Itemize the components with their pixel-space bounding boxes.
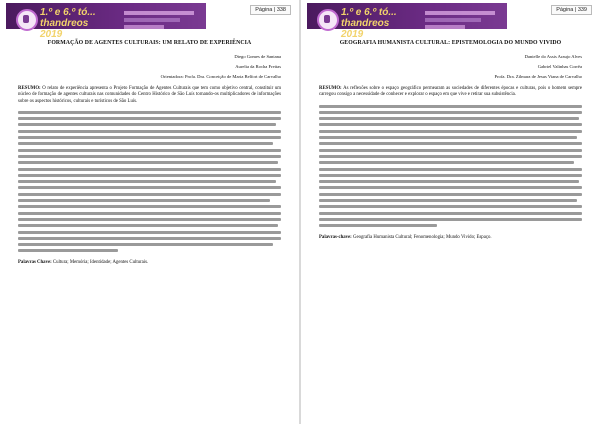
decorative-stripe (425, 25, 465, 29)
text-line (319, 136, 577, 139)
text-line (18, 186, 281, 189)
author-name: Danielle do Assis Araujo Alves (524, 54, 582, 59)
text-line (18, 123, 276, 126)
author-name: Aurelia da Rocha Freitas (235, 64, 281, 69)
keywords-text: Cultura; Memória; Identidade; Agentes Culturais. (52, 260, 149, 266)
abstract-text: O relato de experiência apresenta o Projeto Formação de Agentes Culturais que tem como objetivo central, constituir um núcleo de formação de agentes culturais nas comunidades do Centro Histórico de São Luís tornando-os multiplicadores de informações sobre os aspectos históricos, culturais e turísticos de São Luís. (18, 86, 281, 104)
abstract-continuation (319, 105, 582, 228)
text-line (18, 117, 281, 120)
text-line (18, 224, 278, 227)
advisor-name: Orientadora: Profa. Dra. Conceição de Maria Belfort de Carvalho (160, 74, 281, 79)
advisor-name: Profa. Dra. Zilmara de Jesus Viana de Carvalho (494, 74, 582, 79)
event-title: 1.º e 6.º tó... thandreos 2019 (40, 7, 96, 40)
text-line (18, 136, 281, 139)
text-line (319, 224, 437, 227)
text-line (319, 212, 582, 215)
text-line (319, 123, 582, 126)
document-page-left (0, 0, 299, 424)
text-line (319, 105, 582, 108)
text-line (18, 205, 281, 208)
event-logo-icon (16, 9, 38, 31)
banner-band (6, 3, 206, 40)
keywords-text: Geografia Humanista Cultural; Fenomenologia; Mundo Vivido; Espaço. (352, 235, 492, 241)
event-banner (0, 0, 299, 40)
banner-band (307, 3, 507, 40)
text-line (319, 130, 582, 133)
text-line (18, 218, 281, 221)
event-banner (301, 0, 600, 40)
decorative-stripe (124, 25, 164, 29)
text-line (18, 168, 281, 171)
author-list (301, 54, 582, 80)
text-line (18, 130, 281, 133)
text-line (18, 237, 281, 240)
text-line (18, 199, 270, 202)
text-line (319, 155, 582, 158)
text-line (18, 155, 281, 158)
text-line (18, 243, 273, 246)
text-line (319, 205, 582, 208)
abstract (18, 86, 281, 105)
document-page-right (301, 0, 600, 424)
text-line (18, 193, 281, 196)
abstract-continuation (18, 111, 281, 253)
text-line (18, 149, 281, 152)
keywords (18, 260, 281, 265)
keywords-label: Palavras Chave: (18, 260, 52, 266)
decorative-stripe (124, 11, 194, 15)
page-content (0, 40, 299, 265)
abstract-label: RESUMO: (18, 86, 41, 91)
abstract-label: RESUMO: (319, 86, 342, 91)
event-title: 1.º e 6.º tó... thandreos 2019 (341, 7, 397, 40)
text-line (319, 218, 582, 221)
text-line (18, 180, 276, 183)
text-line (18, 142, 273, 145)
abstract (319, 86, 582, 99)
page-content (301, 40, 600, 240)
article-title: FORMAÇÃO DE AGENTES CULTURAIS: UM RELATO DE EXPERIÊNCIA (47, 40, 252, 46)
decorative-stripe (124, 18, 180, 22)
text-line (319, 117, 579, 120)
author-name: Diego Gomes de Santana (234, 54, 281, 59)
text-line (319, 142, 582, 145)
abstract-text: As reflexões sobre o espaço geográfico permearam as sociedades de diferentes épocas e culturas, pois o homem sempre carregou consigo a necessidade de conhecer e explorar o espaço em que vive e retirar sua subsistência. (319, 86, 582, 98)
page-number: Página | 338 (250, 5, 291, 15)
text-line (319, 149, 582, 152)
text-line (319, 186, 582, 189)
text-line (18, 249, 118, 252)
text-line (319, 199, 577, 202)
text-line (319, 180, 579, 183)
page-number: Página | 339 (551, 5, 592, 15)
event-logo-icon (317, 9, 339, 31)
text-line (319, 161, 574, 164)
text-line (18, 231, 281, 234)
text-line (18, 111, 281, 114)
decorative-stripe (425, 18, 481, 22)
author-list (0, 54, 281, 80)
text-line (319, 193, 582, 196)
text-line (18, 212, 281, 215)
keywords (319, 235, 582, 240)
text-line (18, 174, 281, 177)
decorative-stripe (425, 11, 495, 15)
text-line (18, 161, 278, 164)
text-line (319, 168, 582, 171)
keywords-label: Palavras-chave: (319, 235, 352, 241)
text-line (319, 111, 582, 114)
text-line (319, 174, 582, 177)
author-name: Gabriel Valinhas Corrêa (537, 64, 582, 69)
article-title: GEOGRAFIA HUMANISTA CULTURAL: EPISTEMOLOGIA DO MUNDO VIVIDO (339, 40, 562, 46)
